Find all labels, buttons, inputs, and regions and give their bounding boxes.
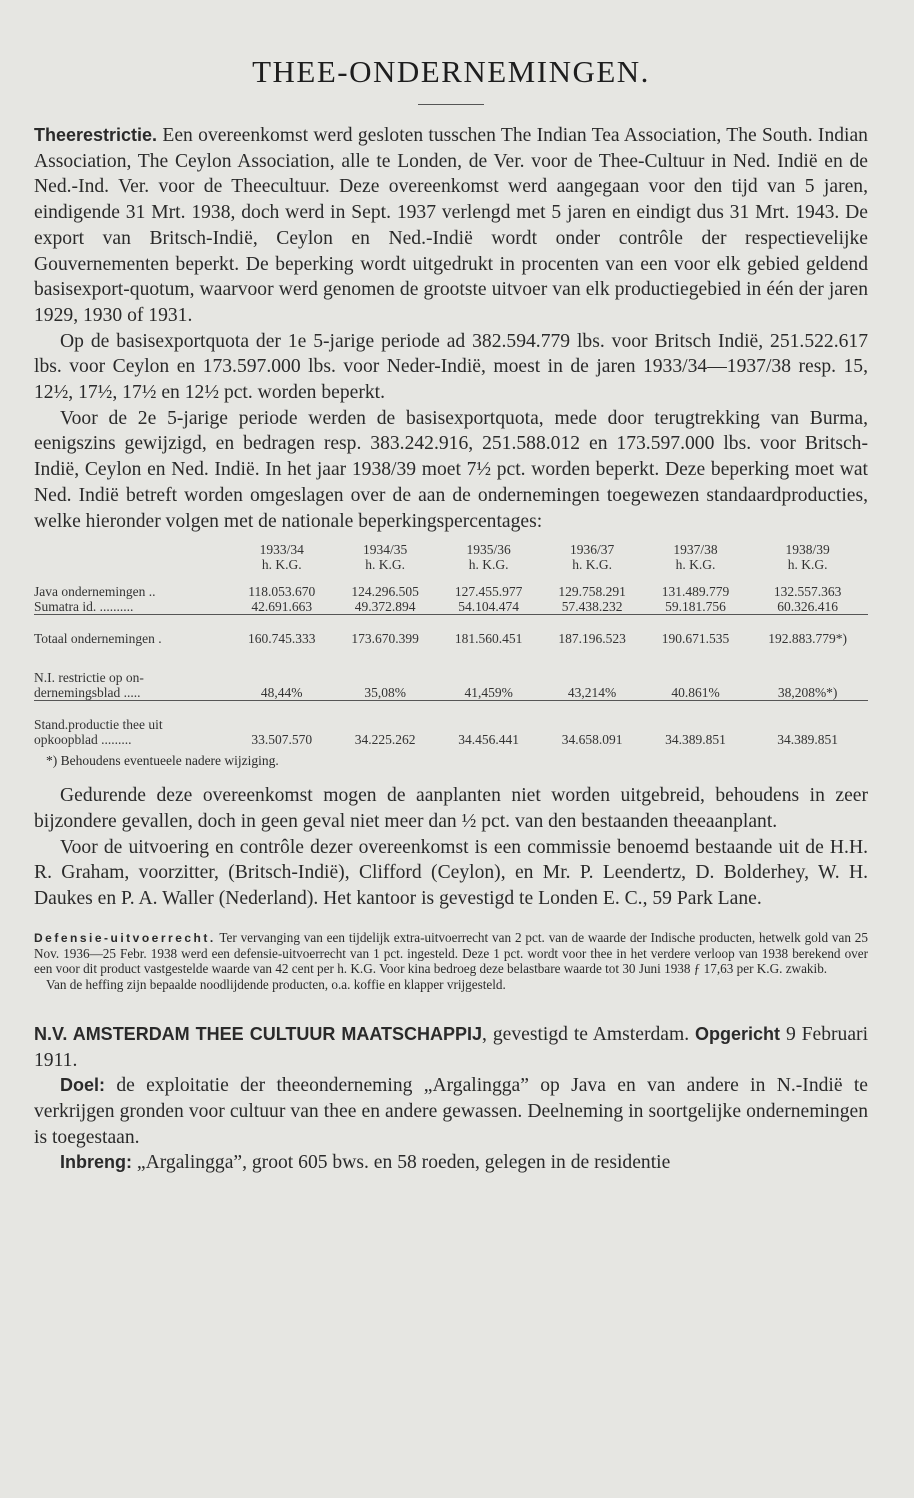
table-cell: 129.758.291 [558,584,626,600]
founded-date: 9 Februari 1911. [34,1023,869,1071]
table-cell: 131.489.779 [661,584,730,600]
row-label-sumatra: Sumatra id. .......... [34,599,134,615]
company-paragraph [34,1022,868,1073]
row-label-standprod-2: opkoopblad ......... [34,732,132,748]
year-header: 1933/34 [259,542,304,558]
doel-text: de exploitatie der theeonderneming „Argalingga” op Java en van andere in N.-Indië te verkrijgen gronden voor cultuur van thee en andere gewassen. Deelneming in soortgelijke ondernemingen is toegestaan. [34,1075,868,1148]
row-label-restrictie-2: dernemingsblad ..... [34,685,141,701]
defensie-heading: Defensie-uitvoerrecht. [34,930,216,945]
restrictie-heading: Theerestrictie. [34,125,158,145]
unit-header: h. K.G. [261,557,302,573]
unit-header: h. K.G. [572,557,612,573]
defensie-note: Van de heffing zijn bepaalde noodlijdende producten, o.a. koffie en klapper vrijgesteld. [46,976,506,992]
unit-header: h. K.G. [675,557,716,573]
restrictie-paragraph-3: Voor de 2e 5-jarige periode werden de basisexportquota, mede door terugtrekking van Burma, eenigszins gewijzigd, en bedragen resp. 383.242.916, 251.588.012 en 173.597.000 lbs. voor Britsch-Indië, Ceylon en Ned. Indië. In het jaar 1938/39 moet 7½ pct. worden beperkt. Deze beperking moet wat Ned. Indië betreft worden omgeslagen over de aan de ondernemingen toegewezen standaardproducties, welke hieronder volgen met de nationale beperkingspercentages: [34,407,868,532]
table-cell: 38,208%*) [777,685,838,701]
restrictie-paragraph-1 [34,123,868,329]
restrictie-paragraph-2: Op de basisexportquota der 1e 5-jarige periode ad 382.594.779 lbs. voor Britsch Indië, 251.522.617 lbs. voor Ceylon en 173.597.000 lbs. voor Neder-Indië, moest in de jaren 1933/34—1937/38 resp. 15, 12½, 17½, 17½ en 12½ pct. worden beperkt. [34,330,868,404]
company-seat: , gevestigd te Amsterdam. [482,1023,690,1045]
inbreng-label: Inbreng: [60,1152,132,1173]
year-header: 1938/39 [785,542,830,558]
unit-header: h. K.G. [365,557,406,573]
aanplant-paragraph: Gedurende deze overeenkomst mogen de aanplanten niet worden uitgebreid, behoudens in zeer bijzondere gevallen, doch in geen geval niet meer dan ½ pct. van den bestaanden theeaanplant. [34,785,868,832]
table-row [34,685,868,701]
table-cell: 34.456.441 [458,732,519,748]
table-cell: 173.670.399 [351,631,419,647]
doel-paragraph [34,1073,868,1150]
title-divider [418,104,484,105]
table-header-units [34,557,868,572]
year-header: 1936/37 [569,542,615,558]
table-cell: 124.296.505 [351,584,419,600]
row-label-totaal: Totaal ondernemingen . [34,631,162,647]
table-cell: 34.389.851 [777,732,838,748]
table-row [34,599,868,615]
table-cell: 40.861% [671,685,720,701]
table-cell: 48,44% [260,685,303,701]
table-row [34,732,868,747]
restrictie-text-1: Een overeenkomst werd gesloten tusschen The Indian Tea Association, The South. Indian Association, The Ceylon Association, alle te Londen, de Ver. voor de Thee-Cultuur in Ned. Indië en de Ned.-Ind. Ver. voor de Theecultuur. Deze overeenkomst werd aangegaan voor den tijd van 5 jaren, eindigende 31 Mrt. 1938, doch werd in Sept. 1937 verlengd met 5 jaren en eindigt dus 31 Mrt. 1943. De export van Britsch-Indië, Ceylon en Ned.-Indië wordt onder contrôle der respectievelijke Gouvernementen beperkt. De beperking wordt uitgedrukt in procenten van een voor elk gebied geldend basisexport-quotum, waarvoor werd genomen de grootste uitvoer van elk productiegebied in één der jaren 1929, 1930 of 1931. [34,125,868,326]
table-cell: 160.745.333 [247,631,316,647]
table-cell: 34.658.091 [561,732,623,748]
table-cell: 192.883.779*) [768,631,847,647]
table-cell: 34.225.262 [354,732,416,748]
table-row [34,631,868,646]
table-header-years [34,542,868,557]
table-row [34,670,868,685]
table-cell: 59.181.756 [665,599,726,615]
doel-label: Doel: [60,1075,105,1096]
table-cell: 34.389.851 [665,732,726,748]
table-cell: 132.557.363 [773,584,842,600]
row-label-restrictie-1: N.I. restrictie op on- [34,670,144,686]
table-cell: 127.455.977 [454,584,523,600]
row-label-standprod-1: Stand.productie thee uit [34,717,163,733]
table-cell: 181.560.451 [454,631,523,647]
unit-header: h. K.G. [468,557,509,573]
row-label-java: Java ondernemingen .. [34,584,156,600]
table-cell: 33.507.570 [251,732,313,748]
table-cell: 43,214% [567,685,617,701]
table-cell: 42.691.663 [251,599,313,615]
table-cell: 35,08% [364,685,406,701]
inbreng-text: „Argalingga”, groot 605 bws. en 58 roeden, gelegen in de residentie [136,1152,671,1174]
table-cell: 57.438.232 [561,599,623,615]
table-cell: 187.196.523 [558,631,626,647]
table-row [34,717,868,732]
table-cell: 190.671.535 [661,631,730,647]
defensie-text: Ter vervanging van een tijdelijk extra-uitvoerrecht van 2 pct. van de waarde der Indische producten, hetwelk gold van 25 Nov. 1936—25 Febr. 1938 werd een defensie-uitvoerrecht van 1 pct. ingesteld. Deze 1 pct. wordt voor thee in het verdere verloop van 1938 berekend over een voor dit product vastgestelde waarde van 42 cent per h. K.G. Voor kina bedroeg deze belastbare waarde tot 30 Juni 1938 ƒ 17,63 per K.G. zwakib. [34,929,868,977]
year-header: 1935/36 [466,542,511,558]
table-footnote: *) Behoudens eventueele nadere wijziging. [46,753,279,769]
table-row [34,584,868,599]
inbreng-paragraph [34,1150,868,1176]
page-title: THEE-ONDERNEMINGEN. [252,54,650,89]
unit-header: h. K.G. [787,557,828,573]
company-name: N.V. AMSTERDAM THEE CULTUUR MAATSCHAPPIJ [34,1023,483,1044]
defensie-paragraph [34,930,868,977]
table-cell: 49.372.894 [354,599,416,615]
production-table [34,542,868,747]
year-header: 1934/35 [363,542,408,558]
table-cell: 54.104.474 [458,599,519,615]
year-header: 1937/38 [673,542,718,558]
commissie-paragraph: Voor de uitvoering en contrôle dezer overeenkomst is een commissie benoemd bestaande uit de H.H. R. Graham, voorzitter, (Britsch-Indië), Clifford (Ceylon), en Mr. P. Leendertz, D. Bolderhey, W. H. Daukes en P. A. Waller (Nederland). Het kantoor is gevestigd te Londen E. C., 59 Park Lane. [34,836,868,910]
table-cell: 118.053.670 [248,584,316,600]
table-cell: 41,459% [464,685,513,701]
founded-label: Opgericht [695,1023,781,1044]
table-cell: 60.326.416 [777,599,838,615]
